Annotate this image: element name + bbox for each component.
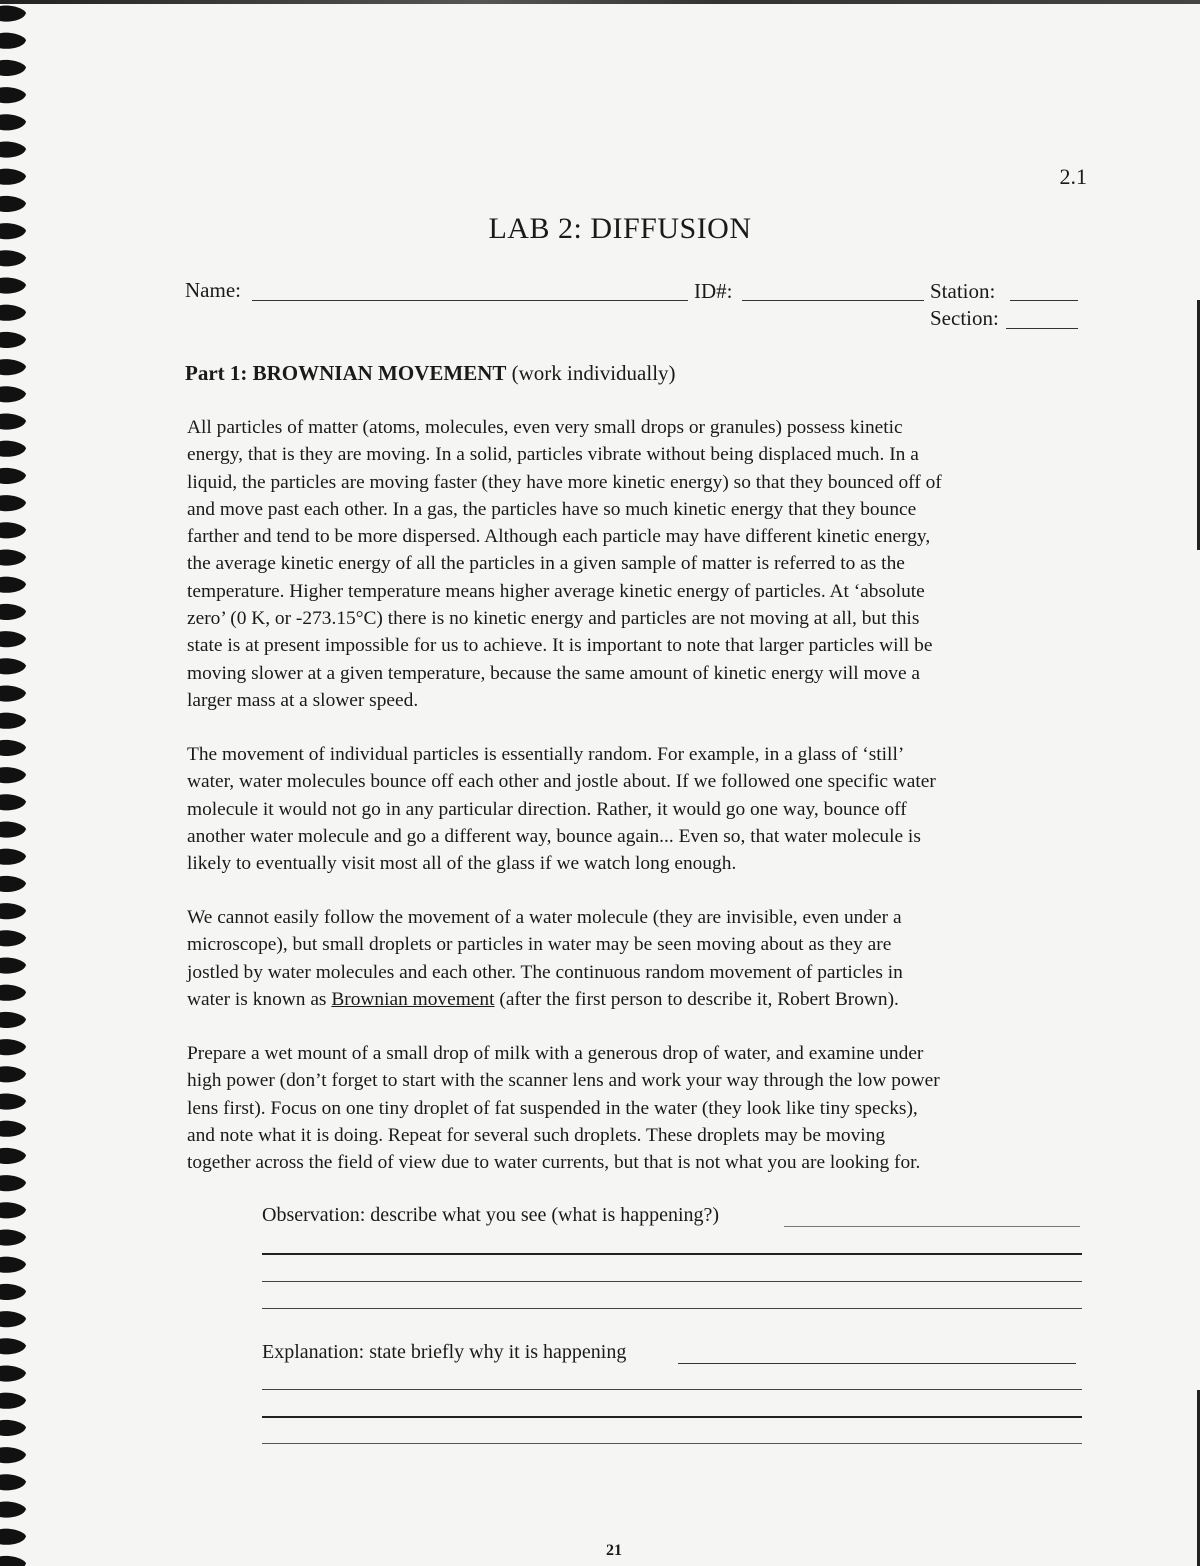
text-line: and note what it is doing. Repeat for several such droplets. These droplets may be moving xyxy=(187,1124,886,1146)
spiral-coil xyxy=(0,1474,26,1490)
spiral-coil xyxy=(0,5,26,21)
text-line: temperature. Higher temperature means higher average kinetic energy of particles. At ‘absolute xyxy=(187,580,925,602)
observation-answer-line[interactable] xyxy=(262,1281,1082,1282)
text-line: another water molecule and go a different way, bounce again... Even so, that water molecule is xyxy=(187,825,921,847)
text-line: liquid, the particles are moving faster (they have more kinetic energy) so that they bounced off of xyxy=(187,471,942,493)
text-line: zero’ (0 K, or -273.15°C) there is no kinetic energy and particles are not moving at all, but this xyxy=(187,608,920,630)
spiral-coil xyxy=(0,1093,26,1109)
name-label: Name: xyxy=(185,278,241,302)
observation-answer-line[interactable] xyxy=(262,1253,1082,1255)
spiral-coil xyxy=(0,386,26,402)
station-label: Station: xyxy=(930,279,996,303)
spiral-coil xyxy=(0,903,26,919)
spiral-coil xyxy=(0,1447,26,1463)
spiral-coil xyxy=(0,141,26,157)
spiral-coil xyxy=(0,1012,26,1028)
section-label: Section: xyxy=(930,306,999,330)
spiral-coil xyxy=(0,1229,26,1245)
part1-heading-bold: Part 1: BROWNIAN MOVEMENT xyxy=(185,361,507,385)
spiral-coil xyxy=(0,549,26,565)
spiral-coil xyxy=(0,277,26,293)
text-line: farther and tend to be more dispersed. Although each particle may have different kinetic energy, xyxy=(187,526,931,548)
text-line: larger mass at a slower speed. xyxy=(187,689,419,711)
name-field[interactable] xyxy=(252,300,688,301)
spiral-coil xyxy=(0,1338,26,1354)
text-line: and move past each other. In a gas, the particles have so much kinetic energy that they bounce xyxy=(187,498,917,520)
spiral-coil xyxy=(0,930,26,946)
spiral-coil xyxy=(0,685,26,701)
spiral-coil xyxy=(0,114,26,130)
text-line: water, water molecules bounce off each other and jostle about. If we followed one specific water xyxy=(187,771,936,793)
section-field[interactable] xyxy=(1006,328,1078,329)
part1-heading xyxy=(185,361,676,386)
spiral-coil xyxy=(0,60,26,76)
text-line: together across the field of view due to water currents, but that is not what you are looking for. xyxy=(187,1152,921,1174)
station-field[interactable] xyxy=(1010,300,1078,301)
spiral-coil xyxy=(0,1284,26,1300)
observation-answer-line[interactable] xyxy=(784,1226,1080,1227)
text-line: Prepare a wet mount of a small drop of milk with a generous drop of water, and examine under xyxy=(187,1043,924,1064)
spiral-coil xyxy=(0,1257,26,1273)
paragraph-brownian-definition xyxy=(187,904,1087,1013)
paragraph-procedure xyxy=(187,1040,1087,1176)
explanation-answer-line[interactable] xyxy=(262,1389,1082,1390)
spiral-coil xyxy=(0,767,26,783)
observation-answer-line[interactable] xyxy=(262,1308,1082,1309)
explanation-answer-line[interactable] xyxy=(262,1416,1082,1418)
text-line: The movement of individual particles is essentially random. For example, in a glass of ‘still’ xyxy=(187,744,905,765)
text-line: state is at present impossible for us to achieve. It is important to note that larger particles will be xyxy=(187,635,933,657)
text-line: the average kinetic energy of all the particles in a given sample of matter is referred to as the xyxy=(187,553,905,575)
spiral-coil xyxy=(0,332,26,348)
brownian-movement-term: Brownian movement xyxy=(331,988,495,1010)
spiral-coil xyxy=(0,658,26,674)
explanation-prompt: Explanation: state briefly why it is happening xyxy=(262,1341,627,1363)
scan-top-edge xyxy=(0,0,1200,4)
spiral-coil xyxy=(0,169,26,185)
spiral-coil xyxy=(0,740,26,756)
spiral-coil xyxy=(0,33,26,49)
paragraph-random-movement xyxy=(187,741,1087,877)
spiral-coil xyxy=(0,1393,26,1409)
text-fragment: (after the first person to describe it, Robert Brown). xyxy=(494,988,899,1010)
spiral-coil xyxy=(0,1066,26,1082)
spiral-coil xyxy=(0,957,26,973)
spiral-coil xyxy=(0,1175,26,1191)
spiral-coil xyxy=(0,631,26,647)
text-line: We cannot easily follow the movement of a water molecule (they are invisible, even under a xyxy=(187,907,902,928)
spiral-coil xyxy=(0,441,26,457)
spiral-coil xyxy=(0,849,26,865)
text-line: jostled by water molecules and each other. The continuous random movement of particles in xyxy=(187,961,903,983)
text-line: high power (don’t forget to start with the scanner lens and work your way through the low power xyxy=(187,1070,940,1092)
paragraph-kinetic-energy xyxy=(187,414,1087,714)
text-line: All particles of matter (atoms, molecules, even very small drops or granules) possess kinetic xyxy=(187,417,903,438)
spiral-coil xyxy=(0,794,26,810)
spiral-coil xyxy=(0,821,26,837)
text-fragment: water is known as xyxy=(187,988,332,1010)
text-line: moving slower at a given temperature, because the same amount of kinetic energy will move a xyxy=(187,662,921,684)
id-field[interactable] xyxy=(742,300,924,301)
page-title: LAB 2: DIFFUSION xyxy=(488,212,752,245)
spiral-coil xyxy=(0,495,26,511)
spiral-coil xyxy=(0,413,26,429)
text-line: molecule it would not go in any particular direction. Rather, it would go one way, bounce off xyxy=(187,798,907,820)
spiral-coil xyxy=(0,1365,26,1381)
text-line-last xyxy=(187,986,1087,1013)
observation-prompt: Observation: describe what you see (what is happening?) xyxy=(262,1204,720,1226)
spiral-coil xyxy=(0,87,26,103)
spiral-coil xyxy=(0,196,26,212)
text-line: energy, that is they are moving. In a solid, particles vibrate without being displaced much. In a xyxy=(187,444,919,466)
spiral-coil xyxy=(0,1039,26,1055)
spiral-coil xyxy=(0,1420,26,1436)
text-line: microscope), but small droplets or particles in water may be seen moving about as they are xyxy=(187,934,892,956)
spiral-coil xyxy=(0,876,26,892)
id-label: ID#: xyxy=(694,279,733,303)
part1-heading-note: (work individually) xyxy=(506,361,676,385)
text-line: likely to eventually visit most all of the glass if we watch long enough. xyxy=(187,853,737,875)
spiral-coil xyxy=(0,305,26,321)
spiral-coil xyxy=(0,1121,26,1137)
spiral-coil xyxy=(0,577,26,593)
spiral-coil xyxy=(0,522,26,538)
spiral-coil xyxy=(0,713,26,729)
spiral-coil xyxy=(0,1202,26,1218)
spiral-coil xyxy=(0,468,26,484)
page-number: 21 xyxy=(606,1542,622,1559)
spiral-coil xyxy=(0,1148,26,1164)
explanation-answer-line[interactable] xyxy=(678,1363,1076,1364)
spiral-coil xyxy=(0,1311,26,1327)
spiral-coil xyxy=(0,985,26,1001)
section-number: 2.1 xyxy=(1059,164,1087,189)
spiral-coil xyxy=(0,250,26,266)
spiral-coil xyxy=(0,1501,26,1517)
explanation-answer-line[interactable] xyxy=(262,1443,1082,1444)
spiral-coil xyxy=(0,604,26,620)
text-line: lens first). Focus on one tiny droplet of fat suspended in the water (they look like tiny specks), xyxy=(187,1097,918,1119)
spiral-coil xyxy=(0,359,26,375)
